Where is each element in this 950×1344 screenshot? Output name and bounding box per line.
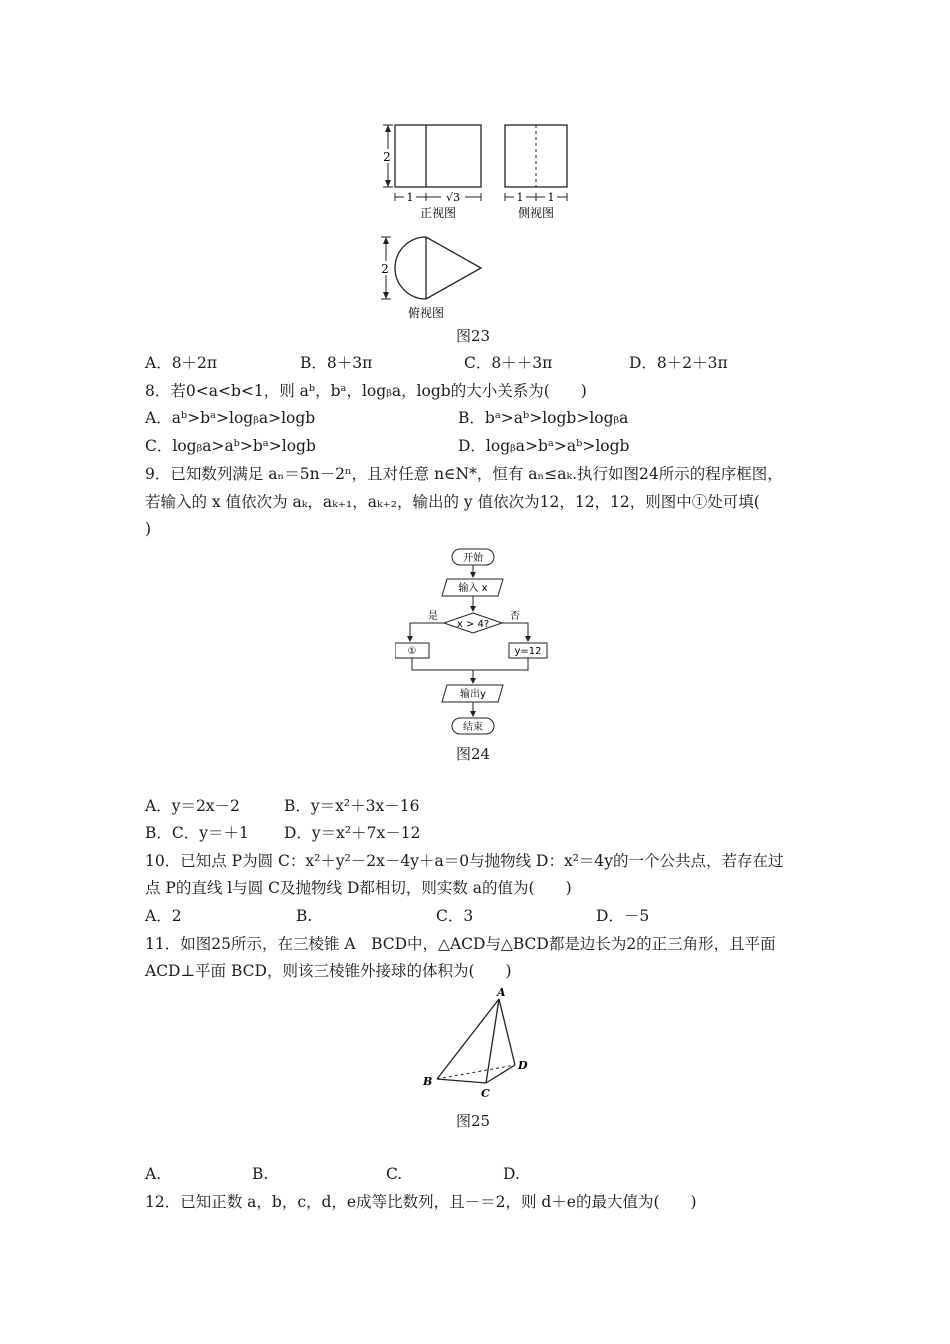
vertex-a-label: A [497,986,506,999]
q8-stem: 8．若0<a<b<1，则 aᵇ，bᵃ，logᵦa，logb的大小关系为( ) [145,382,587,400]
flow-box-2-text: y=12 [514,646,542,657]
flow-output-text: 输出y [460,689,486,700]
q9-option-d: D．y＝x²＋7x－12 [284,824,421,842]
q10-line2: 点 P的直线 l与圆 C及抛物线 D都相切，则实数 a的值为( ) [145,879,572,897]
front-view-rect [395,125,481,187]
front-dim-left-label: 1 [406,191,414,204]
q11-option-d: D. [503,1165,520,1183]
flow-box-1-text: ① [407,646,417,657]
q12-line1: 12．已知正数 a，b，c，d，e成等比数列，且－＝2，则 d＋e的最大值为( ) [145,1193,697,1211]
flow-end-text: 结束 [463,722,483,733]
figure-23-caption: 图23 [456,327,491,345]
flow-decision-text: x > 4? [456,619,490,630]
q11-line2: ACD⊥平面 BCD，则该三棱锥外接球的体积为( ) [145,962,512,980]
q9-option-c: B．C．y＝＋1 [145,824,249,842]
flow-input-text: 输入 x [458,583,488,594]
q9-option-a: A．y＝2x－2 [145,797,240,815]
q11-option-b: B. [252,1165,269,1183]
q7-option-a: A．8＋2π [145,354,218,372]
figure-24-flowchart [395,545,555,740]
front-view-label: 正视图 [419,206,457,220]
top-view-label: 俯视图 [407,306,445,320]
vertex-b-label: B [423,1075,433,1088]
q7-option-c: C．8＋＋3π [464,354,553,372]
q9-stem-line2: 若输入的 x 值依次为 aₖ，aₖ₊₁，aₖ₊₂，输出的 y 值依次为12，12，12，则图中①处可填( [145,493,760,511]
side-view-label: 侧视图 [517,206,555,220]
vertex-d-label: D [518,1059,528,1072]
q9-option-b: B．y＝x²＋3x－16 [284,797,420,815]
figure-23-three-views [370,115,590,325]
q10-option-d: D．－5 [596,907,650,925]
flow-no-label: 否 [510,611,520,622]
q10-option-c: C．3 [436,907,474,925]
flow-start-text: 开始 [463,553,483,564]
front-height-label: 2 [383,150,391,164]
q8-option-c: C．logᵦa>aᵇ>bᵃ>logb [145,437,316,455]
q10-line1: 10．已知点 P为圆 C：x²＋y²－2x－4y＋a＝0与抛物线 D：x²＝4y的一个公共点，若存在过 [145,852,784,870]
q8-option-d: D．logᵦa>bᵃ>aᵇ>logb [458,437,630,455]
q9-stem-line3: ) [145,520,152,538]
q10-option-b: B. [296,907,313,925]
q11-option-c: C. [386,1165,403,1183]
q8-option-b: B．bᵃ>aᵇ>logb>logᵦa [458,409,629,427]
vertex-c-label: C [481,1087,490,1100]
front-dim-right-label: √3 [445,191,461,204]
q7-option-b: B．8＋3π [300,354,373,372]
q8-option-a: A．aᵇ>bᵃ>logᵦa>logb [145,409,316,427]
figure-25-tetrahedron [415,985,540,1105]
q11-line1: 11．如图25所示，在三棱锥 A BCD中，△ACD与△BCD都是边长为2的正三角形，且平面 [145,935,776,953]
q9-stem-line1: 9．已知数列满足 aₙ＝5n－2ⁿ，且对任意 n∈N*，恒有 aₙ≤aₖ.执行如图24所示的程序框图， [145,465,783,483]
top-height-label: 2 [381,262,389,276]
top-view-shape [395,237,481,299]
figure-25-caption: 图25 [456,1112,491,1130]
q11-option-a: A. [145,1165,162,1183]
side-dim-right-label: 1 [547,191,555,204]
flow-yes-label: 是 [428,611,438,622]
q10-option-a: A．2 [145,907,182,925]
side-dim-left-label: 1 [516,191,524,204]
figure-24-caption: 图24 [456,745,491,763]
q7-option-d: D．8＋2＋3π [629,354,728,372]
